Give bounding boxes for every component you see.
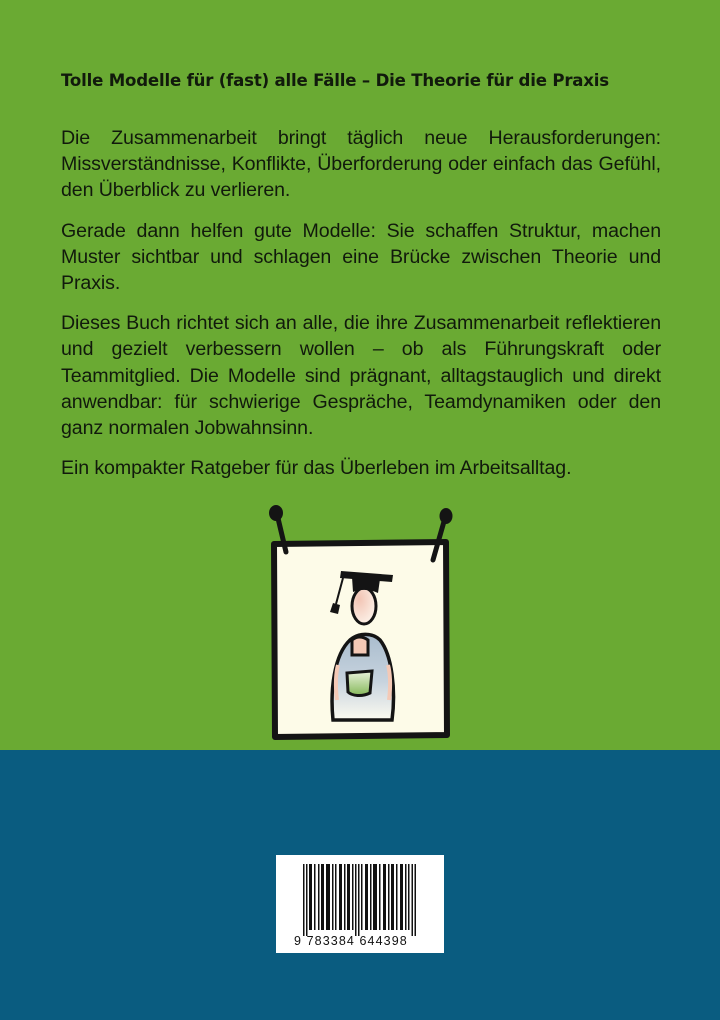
book-tagline-title: Tolle Modelle für (fast) alle Fälle – Die Theorie für die Praxis [61,71,609,90]
blurb-paragraph-2: Gerade dann helfen gute Modelle: Sie schaffen Struktur, machen Muster sichtbar und schlagen eine Brücke zwischen Theorie und Praxis. [61,219,661,295]
blurb-paragraph-4: Ein kompakter Ratgeber für das Überleben im Arbeitsalltag. [61,457,572,480]
isbn-barcode [276,855,444,953]
blurb-paragraph-3: Dieses Buch richtet sich an alle, die ihre Zusammenarbeit reflektieren und gezielt verbessern wollen – ob als Führungskraft oder Teammitglied. Die Modelle sind prägnant, alltagstauglich und direkt anwendbar: für schwierige Gespräche, Teamdynamiken oder den ganz normalen Jobwahnsinn. [61,312,661,440]
barcode-bars-icon [303,864,416,936]
back-cover-text [61,68,661,495]
isbn-digits: 9 783384 644398 [294,934,408,948]
blurb-paragraph-1: Die Zusammenarbeit bringt täglich neue Herausforderungen: Missverständnisse, Konflikte, Überforderung oder einfach das Gefühl, den Überblick zu verlieren. [61,127,661,202]
graduate-picture-illustration [255,498,465,748]
